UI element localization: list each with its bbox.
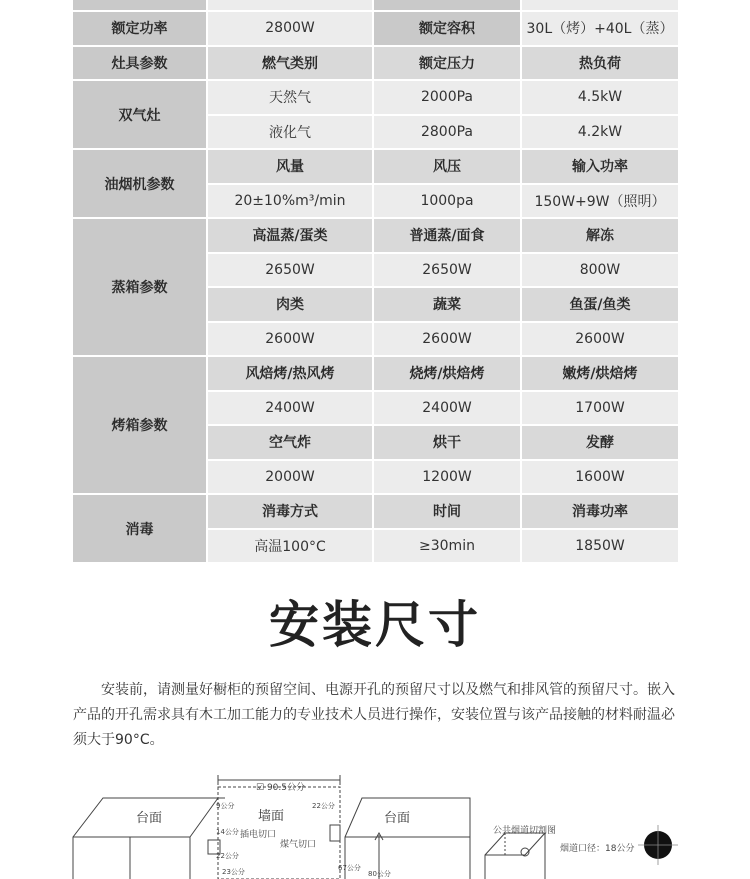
steamer-label: 蒸箱参数 [73,219,208,357]
table-cell: ≥30min [374,530,522,565]
header-cell: 风压 [374,150,522,185]
table-cell: 20±10%m³/min [208,185,374,220]
rated-volume-label: 额定容积 [374,12,522,47]
header-cell: 消毒功率 [522,495,678,530]
table-cell: 4.2kW [522,116,678,151]
hood-group [73,150,678,219]
table-cell: 2650W [374,254,522,289]
table-cell: 2600W [522,323,678,358]
gas-cut-label: 煤气切口 [280,840,317,850]
stove-params-label: 灶具参数 [73,47,208,82]
header-cell: 解冻 [522,219,678,254]
header-cell: 嫩烤/烘焙烤 [522,357,678,392]
header-cell: 风焙烤/热风烤 [208,357,374,392]
header-cell: 蔬菜 [374,288,522,323]
flue-diameter-label: 烟道口径：18公分 [560,844,635,854]
header-cell: 烧烤/烘焙烤 [374,357,522,392]
dual-burner-label: 双气灶 [73,81,208,150]
install-diagram-drawing [0,765,750,879]
table-cell: 1850W [522,530,678,565]
disinfect-group [73,495,678,564]
rated-power-label: 额定功率 [73,12,208,47]
table-cell: 天然气 [208,81,374,116]
table-cell: 1200W [374,461,522,496]
table-cell: 1600W [522,461,678,496]
countertop-left-label: 台面 [136,811,163,826]
table-row [208,461,678,496]
socket-cut-label: 插电切口 [240,830,277,840]
header-cell: 空气炸 [208,426,374,461]
cell-empty [208,0,374,12]
table-row [73,12,678,47]
dim-14-label: 14公分 [216,828,239,836]
install-intro-text: 安装前，请测量好橱柜的预留空间、电源开孔的预留尺寸以及燃气和排风管的预留尺寸。嵌入产品的开孔需求具有木工加工能力的专业技术人员进行操作，安装位置与该产品接触的材料耐温必须大于90°C。 [73,682,675,748]
header-cell: 高温蒸/蛋类 [208,219,374,254]
cell-empty [522,0,678,12]
table-row [208,323,678,358]
wall-label: 墙面 [258,809,285,824]
flue-title-label: 公共烟道切割图 [493,826,557,836]
header-cell: 热负荷 [522,47,678,82]
table-cell: 800W [522,254,678,289]
table-row [208,392,678,427]
dim-80-label: 80公分 [368,870,391,878]
hood-label: 油烟机参数 [73,150,208,219]
table-cell: 2000Pa [374,81,522,116]
header-cell: 输入功率 [522,150,678,185]
dim-22-label: 22公分 [312,802,335,810]
table-cell: 2000W [208,461,374,496]
table-row [208,219,678,254]
table-cell: 2600W [374,323,522,358]
header-cell: 燃气类别 [208,47,374,82]
header-cell: 额定压力 [374,47,522,82]
cell-empty [374,0,522,12]
header-cell: 普通蒸/面食 [374,219,522,254]
table-cell: 2400W [374,392,522,427]
table-cell: 1000pa [374,185,522,220]
table-row [208,116,678,151]
table-cell: 2400W [208,392,374,427]
table-row [208,357,678,392]
table-cell: 液化气 [208,116,374,151]
oven-group [73,357,678,495]
table-cell: 150W+9W（照明） [522,185,678,220]
rated-power-value: 2800W [208,12,374,47]
table-cell: 2600W [208,323,374,358]
install-section-title: 安装尺寸 [269,596,481,654]
table-cell: 高温100°C [208,530,374,565]
spec-table [73,0,678,564]
steamer-group [73,219,678,357]
table-row [73,47,678,82]
header-cell: 时间 [374,495,522,530]
table-row [208,81,678,116]
cell-empty [73,0,208,12]
header-cell: 发酵 [522,426,678,461]
dim-67-label: 67公分 [338,864,361,872]
dim-9-label: 9公分 [216,802,235,810]
table-row [208,495,678,530]
header-cell: 肉类 [208,288,374,323]
table-row [208,150,678,185]
table-row [208,288,678,323]
dim-22b-label: 22公分 [216,852,239,860]
table-row [208,426,678,461]
table-row [208,530,678,565]
dual-burner-group [73,81,678,150]
header-cell: 消毒方式 [208,495,374,530]
table-row [208,254,678,289]
header-cell: 鱼蛋/鱼类 [522,288,678,323]
disinfect-label: 消毒 [73,495,208,564]
header-cell: 烘干 [374,426,522,461]
countertop-right-label: 台面 [384,811,411,826]
dim-23-label: 23公分 [222,868,245,876]
header-cell: 风量 [208,150,374,185]
table-cell: 2650W [208,254,374,289]
table-cell: 1700W [522,392,678,427]
rated-volume-value: 30L（烤）+40L（蒸） [522,12,678,47]
table-cell: 4.5kW [522,81,678,116]
oven-label: 烤箱参数 [73,357,208,495]
table-cell: 2800Pa [374,116,522,151]
table-row-top [73,0,678,12]
install-diagram [0,765,750,879]
width-dimension-label: ☑ 90.5公分 [256,783,305,793]
table-row [208,185,678,220]
